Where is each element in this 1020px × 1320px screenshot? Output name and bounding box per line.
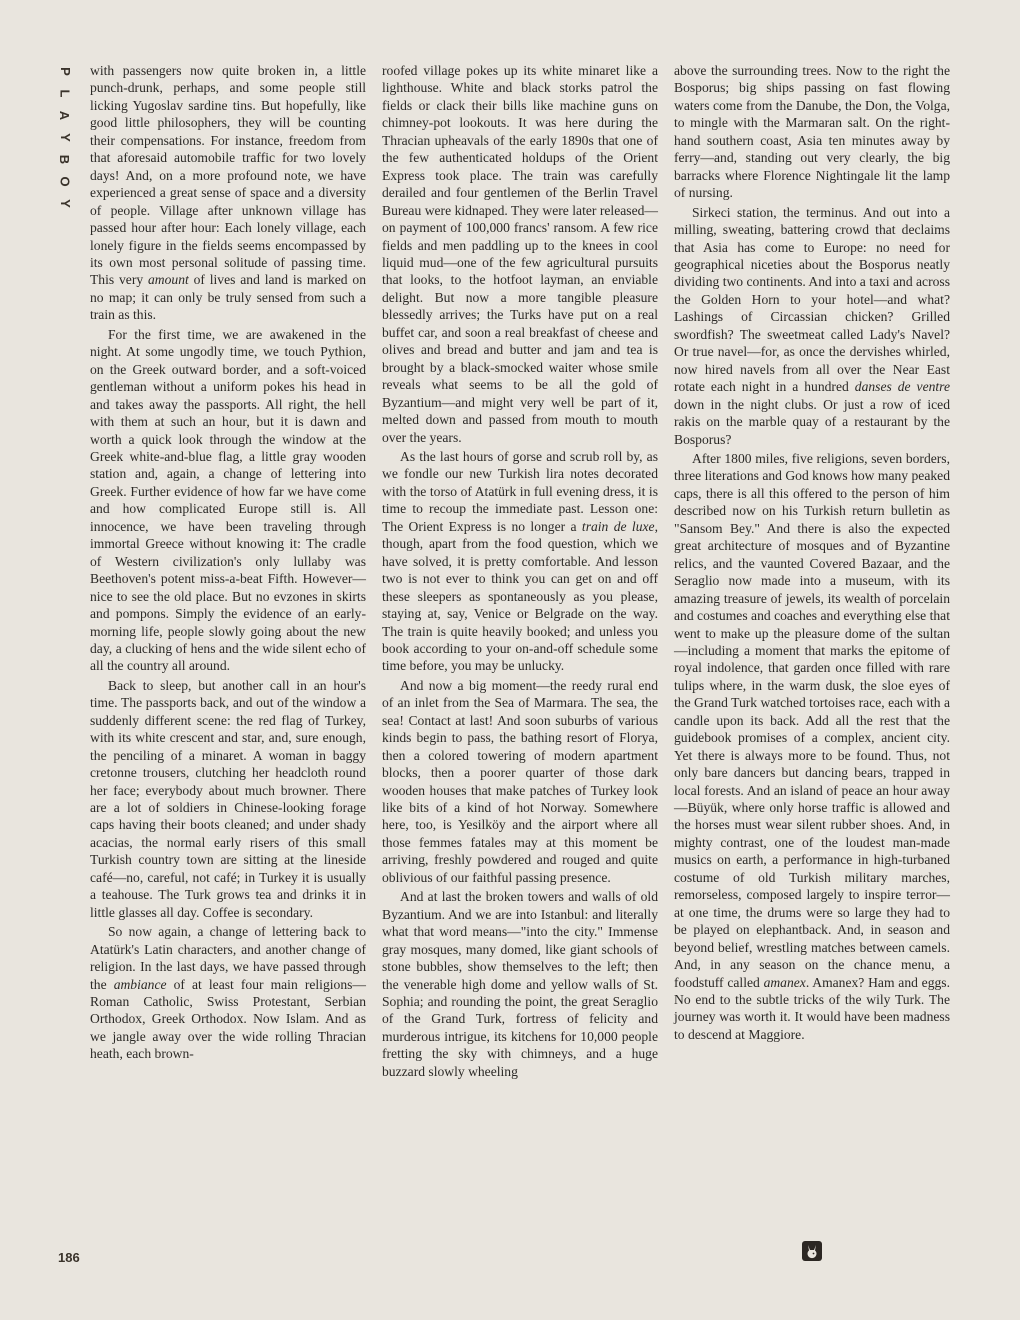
article-paragraph [90, 677, 366, 921]
rabbit-head-icon [802, 1241, 822, 1261]
article-paragraph [90, 923, 366, 1063]
article-paragraph [90, 62, 366, 324]
text-run: down in the night clubs. Or just a row of iced rakis on the marble quay of a restaurant by the Bosporus? [674, 396, 950, 447]
italic-text: amanex [763, 974, 806, 990]
title-letter: P [57, 67, 73, 76]
italic-text: train de luxe [581, 518, 655, 534]
text-column-1 [90, 62, 366, 1063]
text-run: So now again, a change of lettering back to Atatürk's Latin characters, and another change of religion. In the last days, we have passed through the [90, 924, 366, 992]
text-column-2 [382, 62, 658, 1080]
article-paragraph [382, 448, 658, 675]
italic-text: ambiance [113, 976, 167, 992]
article-paragraph [674, 62, 950, 202]
title-letter: A [57, 110, 73, 121]
article-paragraph [382, 677, 658, 886]
text-run: above the surrounding trees. Now to the right the Bosporus; big ships passing on fast flowing waters come from the Danube, the Don, the Volga, to mingle with the Marmaran salt. On the right-hand southern coast, Asia ten minutes away by ferry—and, standing out very clearly, the big barracks where Florence Nightingale lit the lamp of nursing. [674, 63, 950, 201]
text-run: , though, apart from the food question, which we have solved, it is pretty comfortable. And lesson two is not ever to think you can get on and off these sleepers as spontaneously as you please, staying at, say, Venice or Belgrade on the way. The train is quite heavily booked; and unless you book according to your on-and-off schedule some time before, you may be unlucky. [382, 518, 658, 674]
article-paragraph [674, 450, 950, 1043]
page-number: 186 [58, 1250, 80, 1265]
article-paragraph [90, 326, 366, 675]
text-run: Back to sleep, but another call in an hour's time. The passports back, and out of the window a suddenly different scene: the red flag of Turkey, with its white crescent and star, and, sure enough, the penciling of a minaret. A woman in baggy cretonne trousers, clutching her headcloth round her face; everybody about much browner. There are a lot of soldiers in Chinese-looking forage caps having their boots cleaned; and under shady acacias, the normal early risers of this small Turkish country town are sitting at the lineside café—no, careful, not café; in Turkey it is usually a teahouse. The Turk grows tea and drinks it in little glasses all day. Coffee is secondary. [90, 677, 366, 920]
text-run: For the first time, we are awakened in the night. At some ungodly time, we touch Pythion, on the Greek outward border, and a soft-voiced gentleman without a uniform pokes his head in and takes away the passports. All right, the hell with them at such an hour, but it is dawn and worth a quick look through the window at the Greek white-and-blue flag, a little gray wooden station and, again, a change of lettering into Greek. Further evidence of how far we have come and how complicated Europe still is. All innocence, we have been traveling through immortal Greece without knowing it: The cradle of Western civilization's only lullaby was Beethoven's potent miss-a-beat Fifth. However—nice to see the old place. But no evzones in skirts and pompons. Simply the evidence of an early-morning life, people slowly going about the new day, a clucking of hens and the wide silent echo of all the country all around. [90, 326, 366, 674]
text-run: And at last the broken towers and walls of old Byzantium. And we are into Istanbul: and literally what that word means—"into the city." Immense gray mosques, many domed, like giant schools of stone bubbles, show themselves to the left; then the venerable high dome and yellow walls of St. Sophia; and rounding the point, the great Seraglio of the Grand Turk, fortress of felicity and murderous intrigue, its kitchens for 10,000 people fretting the sky with chimneys, and a huge buzzard slowly wheeling [382, 889, 658, 1079]
text-run: . Amanex? Ham and eggs. No end to the subtle tricks of the wily Turk. The journey was worth it. It would have been madness to descend at Maggiore. [674, 974, 950, 1042]
text-run: with passengers now quite broken in, a little punch-drunk, perhaps, and some people still licking Yugoslav sardine tins. But hopefully, like good little philosophers, they will be counting their compensations. For instance, freedom from that aforesaid automobile traffic for two lovely days! And, on a more profound note, we have experienced a great sense of space and a diversity of people. Village after unknown village has passed hour after hour: Each lonely village, each lonely figure in the fields seems encompassed by its own most personal solitude of passing time. This very [90, 63, 366, 288]
text-run: Sirkeci station, the terminus. And out into a milling, sweating, battering crowd that declaims that Asia has come to Europe: no need for geographical niceties about the Bosporus neatly dividing two continents. And into a taxi and across the Golden Horn to your hotel—and what? Lashings of Circassian chicken? Grilled swordfish? The sweetmeat called Lady's Navel? Or true navel—for, as once the dervishes whirled, now hired navels from all over the Near East rotate each night in a hundred [674, 204, 950, 395]
title-letter: B [57, 154, 73, 165]
article-paragraph [382, 888, 658, 1080]
text-run: As the last hours of gorse and scrub roll by, as we fondle our new Turkish lira notes decorated with the torso of Atatürk in full evening dress, it is time to recoup the immediate past. Lesson one: The Orient Express is no longer a [382, 448, 658, 534]
title-letter: Y [57, 199, 73, 208]
title-letter: O [57, 176, 73, 187]
text-column-3 [674, 62, 950, 1043]
title-letter: L [57, 89, 73, 98]
text-run: of at least four main religions—Roman Catholic, Swiss Protestant, Serbian Orthodox, Greek Orthodox. Now Islam. And as we jangle away over the wide rolling Thracian heath, each brown- [90, 976, 366, 1062]
rabbit-head-glyph [805, 1244, 819, 1259]
article-paragraph [674, 204, 950, 448]
text-run: of lives and land is marked on no map; it can only be truly sensed from such a train as this. [90, 272, 366, 323]
italic-text: amount [147, 272, 189, 288]
text-run: roofed village pokes up its white minaret like a lighthouse. White and black storks patrol the fields or clack their bills like machine guns on chimney-pot lookouts. It was here during the Thracian upheavals of the early 1890s that one of the few authenticated holdups of the Orient Express took place. The train was carefully derailed and four gentlemen of the Berlin Travel Bureau were kidnaped. They were later released—on payment of 100,000 francs' ransom. A few rice fields and men paddling up to the knees in cool liquid mud—one of the few agricultural pursuits that looks, to the hotfoot layman, an enviable delight. But now a more tangible pleasure blessedly arrives; the Turks have put on a real buffet car, and soon a real breakfast of cheese and olives and bread and butter and jam and tea is brought by a black-smocked waiter whose smile reveals what seems to be all the gold of Byzantium—and might very well be part of it, melted down and passed from mouth to mouth over the years. [382, 63, 658, 445]
title-letter: Y [57, 133, 73, 142]
magazine-side-title [54, 62, 76, 213]
text-run: After 1800 miles, five religions, seven borders, three literations and God knows how many peaked caps, there is all this offered to the person of him described now on his Turkish return bulletin as "Sansom Bey." And there is also the expected great architecture of mosques and of Byzantine relics, and the vaunted Covered Bazaar, and the Seraglio now made into a museum, with its amazing treasure of jewels, its wealth of porcelain and costumes and coaches and everything else that went to make up the pleasure dome of the sultan—including a moment that marks the epitome of royal indolence, that garden once filled with rare tulips where, in the warm dusk, the sloe eyes of the Grand Turk watched tortoises race, each with a candle upon its back. Add all the rest that the guidebook promises of a complex, ancient city. Yet there is always more to be found. Thus, not only bare dancers but dancing bears, trapped in local forests. And an island of peace an hour away—Büyük, where only horse traffic is allowed and the horses must wear silent rubber shoes. And, in mighty contrast, one of the loudest man-made musics on earth, a performance in high-turbaned costume of old Turkish military marches, remorseless, composed largely to inspire terror—at one time, the drums were so large they had to be played on elephantback. And, in season and beyond belief, wrestling matches between camels. And, in any season on the chance menu, a foodstuff called [674, 450, 950, 990]
article-paragraph [382, 62, 658, 446]
text-run: And now a big moment—the reedy rural end of an inlet from the Sea of Marmara. The sea, the sea! Contact at last! And soon suburbs of various kinds begin to pass, the bathing resort of Florya, then a colored towering of modern apartment blocks, then a poorer quarter of those dark wooden houses that make patches of Turkey look like bits of a kind of hot Norway. Somewhere here, too, is Yesilköy and the airport where all those femmes fatales may at this moment be arriving, freshly powdered and rouged and quite oblivious of our faithful passing presence. [382, 677, 658, 885]
italic-text: danses de ventre [854, 379, 950, 395]
